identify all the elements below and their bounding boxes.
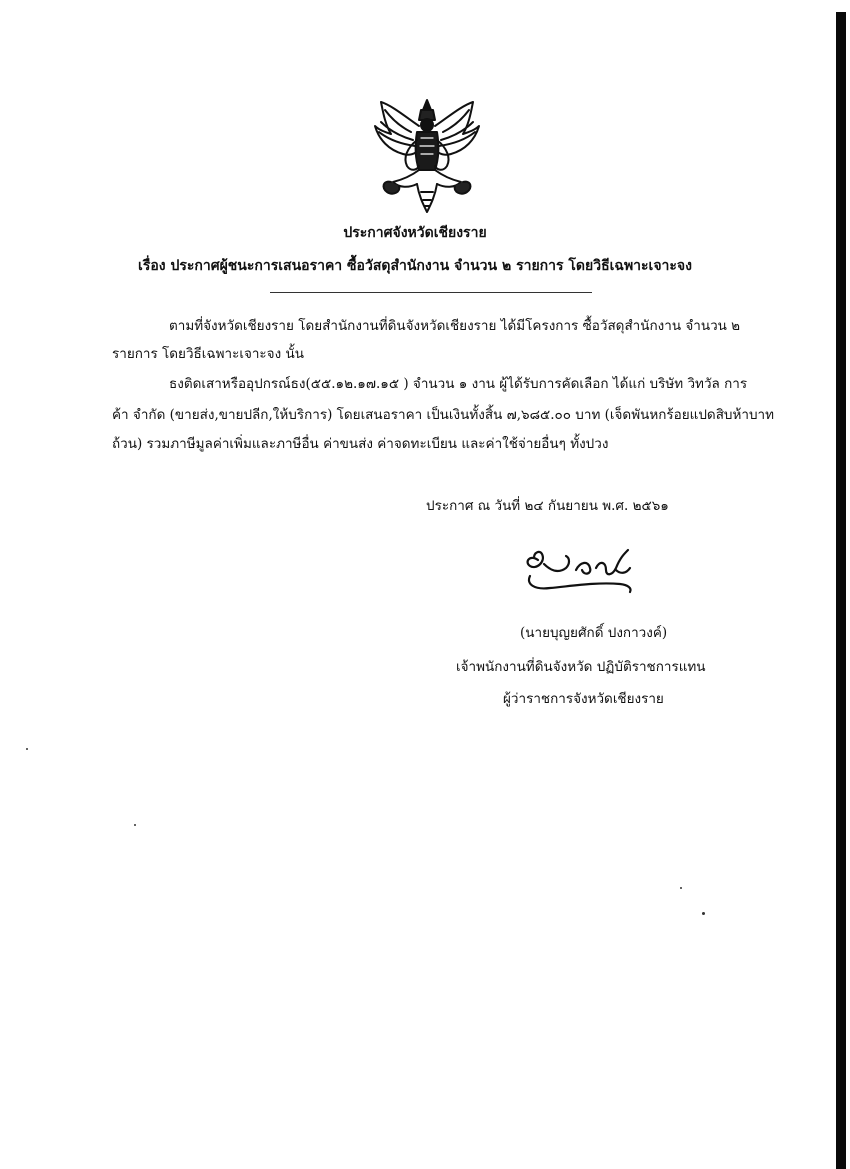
document-subject: เรื่อง ประกาศผู้ชนะการเสนอราคา ซื้อวัสดุสำนักงาน จำนวน ๒ รายการ โดยวิธีเฉพาะเจาะจง: [138, 258, 692, 274]
signatory-position-2: ผู้ว่าราชการจังหวัดเชียงราย: [503, 691, 664, 707]
signatory-position-1: เจ้าพนักงานที่ดินจังหวัด ปฏิบัติราชการแทน: [456, 659, 706, 675]
scan-speck: [702, 912, 705, 915]
paragraph-2-line-2: ค้า จำกัด (ขายส่ง,ขายปลีก,ให้บริการ) โดยเสนอราคา เป็นเงินทั้งสิ้น ๗,๖๘๕.๐๐ บาท (เจ็ดพันหกร้อยแปดสิบห้าบาท: [112, 407, 775, 423]
paragraph-2-line-3: ถ้วน) รวมภาษีมูลค่าเพิ่มและภาษีอื่น ค่าขนส่ง ค่าจดทะเบียน และค่าใช้จ่ายอื่นๆ ทั้งปวง: [112, 436, 609, 452]
announcement-date: ประกาศ ณ วันที่ ๒๔ กันยายน พ.ศ. ๒๕๖๑: [426, 498, 669, 514]
document-title: ประกาศจังหวัดเชียงราย: [343, 225, 487, 241]
signatory-name: (นายบุญยศักดิ์ ปงกาวงค์): [520, 625, 668, 641]
paragraph-1-line-2: รายการ โดยวิธีเฉพาะเจาะจง นั้น: [112, 346, 304, 362]
title-divider: [270, 292, 592, 293]
handwritten-signature: [520, 540, 650, 600]
garuda-emblem-icon: [371, 96, 483, 216]
paragraph-1-line-1: ตามที่จังหวัดเชียงราย โดยสำนักงานที่ดินจังหวัดเชียงราย ได้มีโครงการ ซื้อวัสดุสำนักงาน จำนวน ๒: [169, 318, 741, 334]
scan-edge-border: [836, 12, 846, 1169]
scan-speck: [26, 748, 28, 750]
paragraph-2-line-1: ธงติดเสาหรืออุปกรณ์ธง(๕๕.๑๒.๑๗.๑๕ ) จำนวน ๑ งาน ผู้ได้รับการคัดเลือก ได้แก่ บริษัท วิทวัล การ: [169, 376, 748, 392]
scan-speck: [134, 824, 136, 826]
scan-speck: [680, 887, 682, 889]
